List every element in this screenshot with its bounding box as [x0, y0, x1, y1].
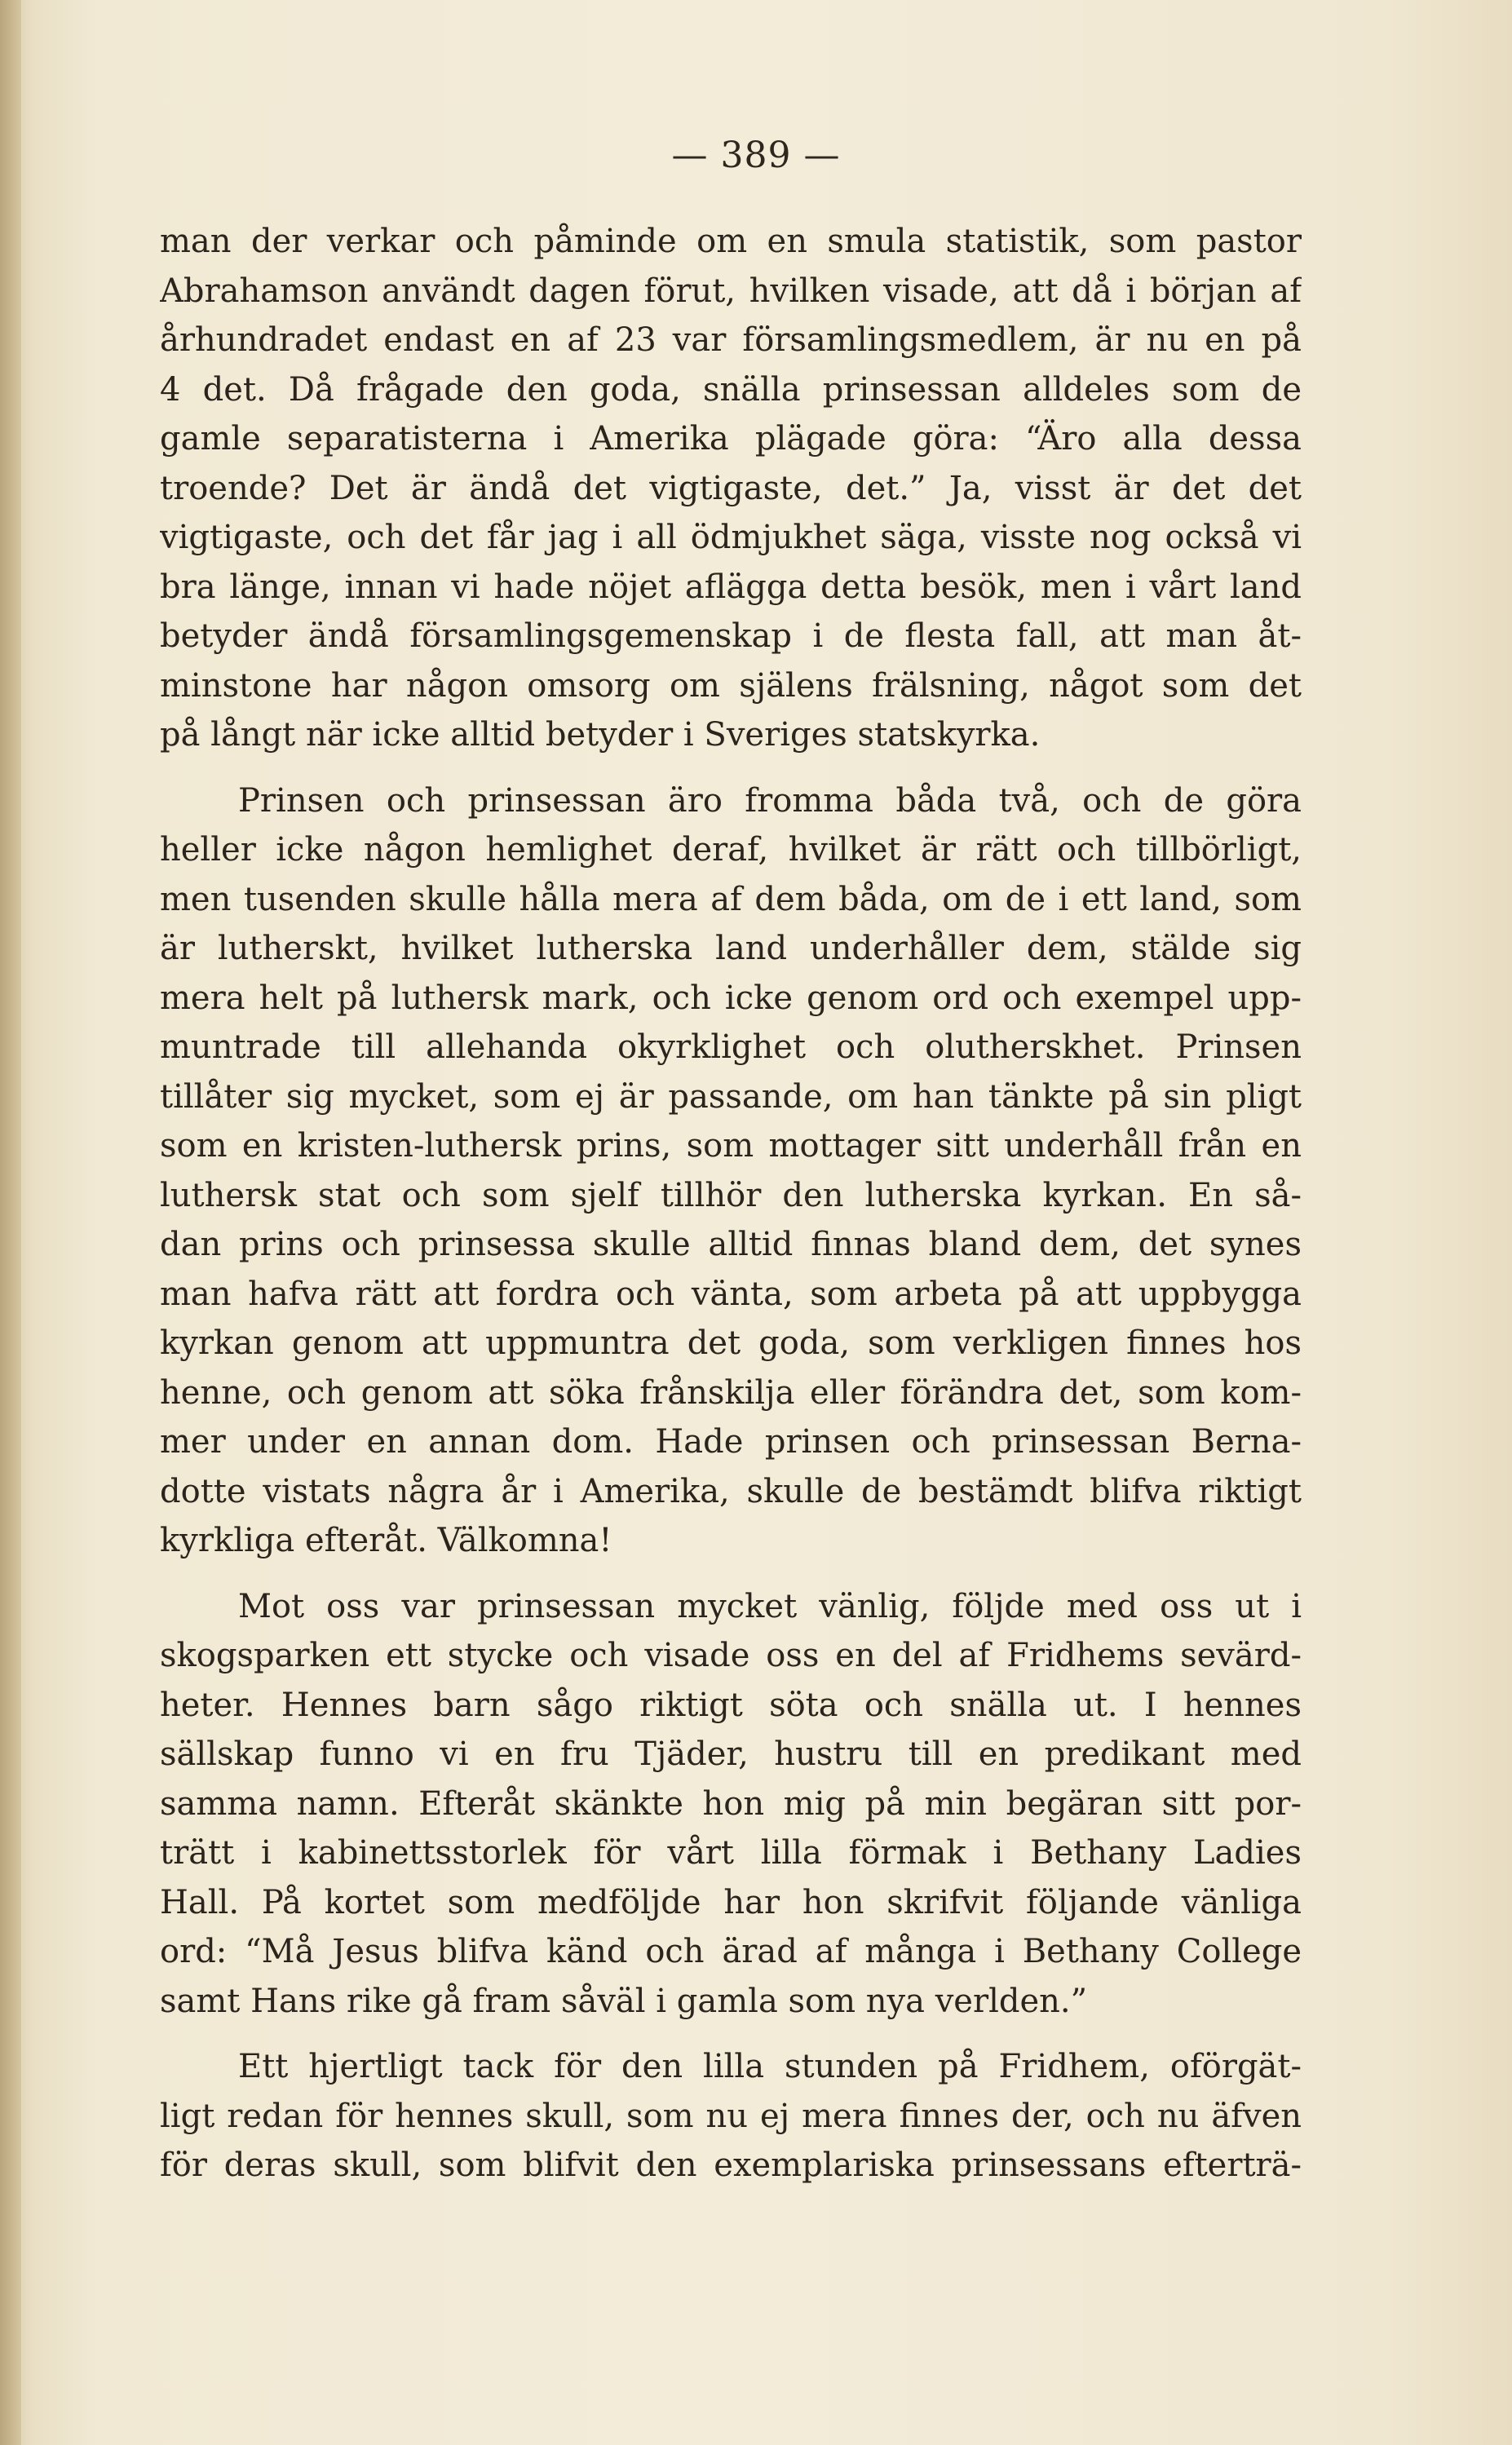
text-line: skogsparken ett stycke och visade oss en del af Fridhems sevärd-	[160, 1637, 1302, 1674]
text-line: Ett hjertligt tack för den lilla stunden på Fridhem, oförgät-	[238, 2048, 1302, 2085]
text-line: ligt redan för hennes skull, som nu ej mera finnes der, och nu äfven	[160, 2097, 1302, 2135]
text-line: gamle separatisterna i Amerika plägade göra: “Äro alla dessa	[160, 420, 1302, 458]
text-line: ord: “Må Jesus blifva känd och ärad af många i Bethany College	[160, 1933, 1302, 1970]
body-text	[160, 217, 1302, 2191]
text-line: man hafva rätt att fordra och vänta, som arbeta på att uppbygga	[160, 1275, 1302, 1313]
text-line: sällskap funno vi en fru Tjäder, hustru till en predikant med	[160, 1735, 1302, 1773]
text-line: dotte vistats några år i Amerika, skulle de bestämdt blifva riktigt	[160, 1472, 1302, 1510]
text-line: muntrade till allehanda okyrklighet och olutherskhet. Prinsen	[160, 1028, 1302, 1066]
text-line: 4 det. Då frågade den goda, snälla prinsessan alldeles som de	[160, 370, 1302, 409]
text-line: men tusenden skulle hålla mera af dem båda, om de i ett land, som	[160, 880, 1302, 918]
paragraph-gap	[160, 1566, 1302, 1582]
text-line: mer under en annan dom. Hade prinsen och prinsessan Berna-	[160, 1423, 1302, 1461]
text-line: vigtigaste, och det får jag i all ödmjukhet säga, visste nog också vi	[160, 519, 1302, 556]
text-line: troende? Det är ändå det vigtigaste, det.” Ja, visst är det det	[160, 469, 1302, 507]
text-line: heter. Hennes barn sågo riktigt söta och snälla ut. I hennes	[160, 1686, 1302, 1724]
text-line: är lutherskt, hvilket lutherska land underhåller dem, stälde sig	[160, 930, 1302, 967]
page-number: — 389 —	[671, 135, 841, 176]
text-line: Hall. På kortet som medföljde har hon skrifvit följande vänliga	[160, 1883, 1302, 1921]
text-line: för deras skull, som blifvit den exemplariska prinsessans efterträ-	[160, 2147, 1302, 2184]
text-line: som en kristen-luthersk prins, som mottager sitt underhåll från en	[160, 1127, 1302, 1165]
paragraph	[160, 1582, 1302, 2027]
text-line: heller icke någon hemlighet deraf, hvilket är rätt och tillbörligt,	[160, 831, 1302, 869]
text-line: samma namn. Efteråt skänkte hon mig på min begäran sitt por-	[160, 1784, 1302, 1823]
text-line: århundradet endast en af 23 var församlingsmedlem, är nu en på	[160, 321, 1302, 359]
text-line: kyrkan genom att uppmuntra det goda, som verkligen finnes hos	[160, 1324, 1302, 1362]
text-line: Abrahamson användt dagen förut, hvilken visade, att då i början af	[160, 272, 1302, 310]
text-line: samt Hans rike gå fram såväl i gamla som nya verlden.”	[160, 1982, 1088, 2020]
paragraph	[160, 217, 1302, 760]
text-line: man der verkar och påminde om en smula statistik, som pastor	[160, 223, 1302, 260]
text-line: Mot oss var prinsessan mycket vänlig, följde med oss ut i	[238, 1587, 1302, 1625]
text-line: bra länge, innan vi hade nöjet aflägga detta besök, men i vårt land	[160, 568, 1302, 606]
text-line: på långt när icke alltid betyder i Sveriges statskyrka.	[160, 716, 1041, 754]
paragraph	[160, 776, 1302, 1566]
text-line: betyder ändå församlingsgemenskap i de flesta fall, att man åt-	[160, 617, 1302, 655]
text-line: dan prins och prinsessa skulle alltid finnas bland dem, det synes	[160, 1226, 1302, 1263]
text-line: minstone har någon omsorg om själens frälsning, något som det	[160, 666, 1302, 705]
text-line: henne, och genom att söka frånskilja eller förändra det, som kom-	[160, 1373, 1302, 1412]
paragraph-gap	[160, 2026, 1302, 2042]
text-line: trätt i kabinettsstorlek för vårt lilla förmak i Bethany Ladies	[160, 1834, 1302, 1872]
paragraph	[160, 2042, 1302, 2191]
text-line: tillåter sig mycket, som ej är passande, om han tänkte på sin pligt	[160, 1077, 1302, 1116]
text-line: Prinsen och prinsessan äro fromma båda två, och de göra	[238, 781, 1302, 820]
text-line: luthersk stat och som sjelf tillhör den lutherska kyrkan. En så-	[160, 1176, 1302, 1214]
paragraph-gap	[160, 760, 1302, 776]
page-spine-shadow	[0, 0, 21, 2445]
text-line: kyrkliga efteråt. Välkomna!	[160, 1522, 612, 1559]
text-line: mera helt på luthersk mark, och icke genom ord och exempel upp-	[160, 979, 1302, 1017]
